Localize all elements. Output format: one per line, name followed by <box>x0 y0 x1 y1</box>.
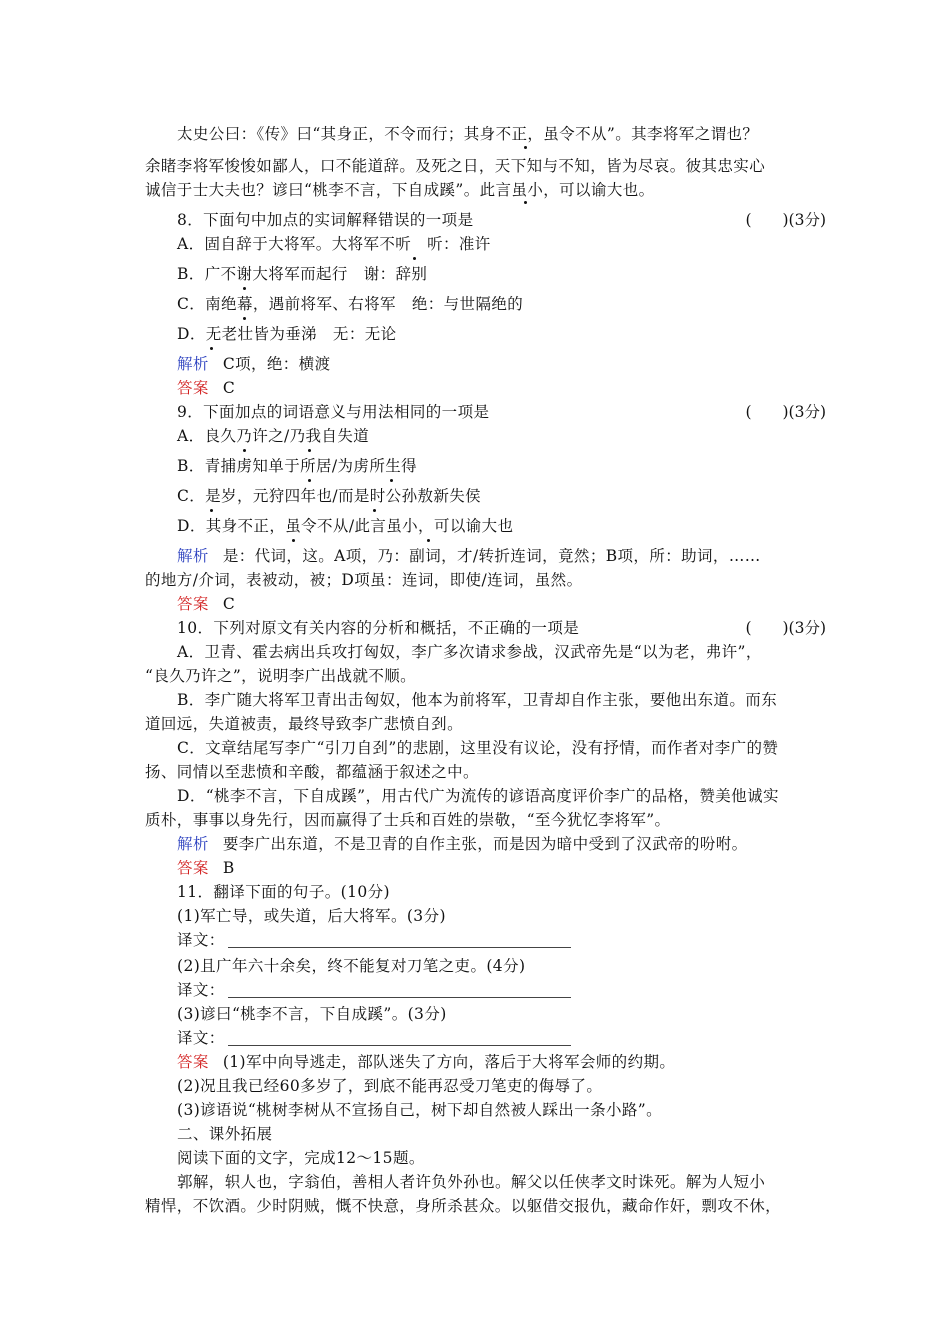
q8-option-a: A．固自辞于大将军。大将军不听 听：准许 <box>177 235 491 253</box>
q8-score-mark: ( )(3分) <box>745 211 826 229</box>
q8-option-b: B．广不谢大将军而起行 谢：辞别 <box>177 265 428 283</box>
passage-line-1: 太史公曰：《传》曰“其身正，不令而行；其身不正，虽令不从”。其李将军之谓也？ <box>177 125 759 143</box>
q11-translation-label: 译文： <box>177 931 225 949</box>
q10-stem: 10．下列对原文有关内容的分析和概括，不正确的一项是 <box>177 619 580 637</box>
q10-option-line: D．“桃李不言，下自成蹊”，用古代广为流传的谚语高度评价李广的品格，赞美他诚实 <box>177 787 779 805</box>
analysis-text: C项，绝：横渡 <box>222 355 331 373</box>
emphasis-dot <box>373 509 376 512</box>
q10-option-line: “良久乃许之”，说明李广出战就不顺。 <box>145 667 417 685</box>
q9-option-a: A．良久乃许之/乃我自失道 <box>177 427 370 445</box>
answer-text: C <box>222 595 236 613</box>
emphasis-dot <box>308 479 311 482</box>
translation-answer-line[interactable] <box>228 997 571 998</box>
q9-answer <box>177 594 235 614</box>
analysis-label: 解析 <box>177 835 209 853</box>
emphasis-dot <box>210 347 213 350</box>
analysis-label: 解析 <box>177 547 209 565</box>
answer-label: 答案 <box>177 1053 209 1071</box>
q8-option-c: C．南绝幕，遇前将军、右将军 绝：与世隔绝的 <box>177 295 524 313</box>
q11-item-2: (2)且广年六十余矣，终不能复对刀笔之吏。(4分) <box>177 957 526 975</box>
passage-line-3: 诚信于士大夫也？谚曰“桃李不言，下自成蹊”。此言虽小，可以谕大也。 <box>145 181 655 199</box>
emphasis-dot <box>390 479 393 482</box>
section-instruction: 阅读下面的文字，完成12～15题。 <box>177 1149 425 1167</box>
q10-option-line: 质朴，事事以身先行，因而赢得了士兵和百姓的崇敬，“至今犹忆李将军”。 <box>145 811 671 829</box>
emphasis-dot <box>524 146 527 149</box>
emphasis-dot <box>413 257 416 260</box>
q8-answer <box>177 378 235 398</box>
q9-analysis <box>177 546 761 566</box>
q10-option-line: A．卫青、霍去病出兵攻打匈奴，李广多次请求参战，汉武帝先是“以为老，弗许”， <box>177 643 762 661</box>
emphasis-dot <box>308 449 311 452</box>
emphasis-dot <box>243 317 246 320</box>
reading-line-1: 郭解，轵人也，字翁伯，善相人者许负外孙也。解父以任侠孝文时诛死。解为人短小 <box>177 1173 766 1191</box>
q11-translation-label: 译文： <box>177 981 225 999</box>
answer-text: B <box>222 859 235 877</box>
translation-answer-line[interactable] <box>228 947 571 948</box>
q11-answer-3: (3)谚语说“桃树李树从不宣扬自己，树下却自然被人踩出一条小路”。 <box>177 1101 663 1119</box>
q10-score-mark: ( )(3分) <box>745 619 826 637</box>
answer-text: C <box>222 379 236 397</box>
emphasis-dot <box>243 287 246 290</box>
q9-option-c: C．是岁，元狩四年也/而是时公孙敖新失侯 <box>177 487 482 505</box>
emphasis-dot <box>427 539 430 542</box>
reading-line-2: 精悍，不饮酒。少时阴贼，慨不快意，身所杀甚众。以躯借交报仇，藏命作奸，剽攻不休， <box>145 1197 782 1215</box>
analysis-text: 是：代词，这。A项，乃：副词，才/转折连词，竟然；B项，所：助词，…… <box>222 547 761 565</box>
q10-option-line: B．李广随大将军卫青出击匈奴，他本为前将军，卫青却自作主张，要他出东道。而东 <box>177 691 778 709</box>
analysis-text: 要李广出东道，不是卫青的自作主张，而是因为暗中受到了汉武帝的吩咐。 <box>222 835 748 853</box>
q8-analysis <box>177 354 330 374</box>
q11-answer <box>177 1052 675 1072</box>
answer-label: 答案 <box>177 595 209 613</box>
q10-option-line: 扬、同情以至悲愤和辛酸，都蕴涵于叙述之中。 <box>145 763 479 781</box>
q9-option-b: B．青捕虏知单于所居/为虏所生得 <box>177 457 418 475</box>
q11-translation-label: 译文： <box>177 1029 225 1047</box>
passage-line-2: 余睹李将军悛悛如鄙人，口不能道辞。及死之日，天下知与不知，皆为尽哀。彼其忠实心 <box>145 157 766 175</box>
q9-score-mark: ( )(3分) <box>745 403 826 421</box>
q10-answer <box>177 858 235 878</box>
answer-text: (1)军中向导逃走，部队迷失了方向，落后于大将军会师的约期。 <box>222 1053 676 1071</box>
q8-option-d: D．无老壮皆为垂涕 无：无论 <box>177 325 397 343</box>
q10-analysis <box>177 834 748 854</box>
emphasis-dot <box>210 509 213 512</box>
q10-option-line: 道回远，失道被责，最终导致李广悲愤自刭。 <box>145 715 464 733</box>
emphasis-dot <box>292 539 295 542</box>
q9-stem: 9．下面加点的词语意义与用法相同的一项是 <box>177 403 490 421</box>
q11-item-1: (1)军亡导，或失道，后大将军。(3分) <box>177 907 446 925</box>
emphasis-dot <box>524 201 527 204</box>
q9-analysis-cont: 的地方/介词，表被动，被；D项虽：连词，即使/连词，虽然。 <box>145 571 583 589</box>
q11-stem: 11．翻译下面的句子。(10分) <box>177 883 390 901</box>
q8-stem: 8．下面句中加点的实词解释错误的一项是 <box>177 211 474 229</box>
q10-option-line: C．文章结尾写李广“引刀自刭”的悲剧，这里没有议论，没有抒情，而作者对李广的赞 <box>177 739 779 757</box>
answer-label: 答案 <box>177 379 209 397</box>
analysis-label: 解析 <box>177 355 209 373</box>
q11-item-3: (3)谚曰“桃李不言，下自成蹊”。(3分) <box>177 1005 447 1023</box>
q9-option-d: D．其身不正，虽令不从/此言虽小，可以谕大也 <box>177 517 514 535</box>
section-heading: 二、课外拓展 <box>177 1125 273 1143</box>
translation-answer-line[interactable] <box>228 1045 571 1046</box>
q11-answer-2: (2)况且我已经60多岁了，到底不能再忍受刀笔吏的侮辱了。 <box>177 1077 603 1095</box>
answer-label: 答案 <box>177 859 209 877</box>
emphasis-dot <box>243 449 246 452</box>
